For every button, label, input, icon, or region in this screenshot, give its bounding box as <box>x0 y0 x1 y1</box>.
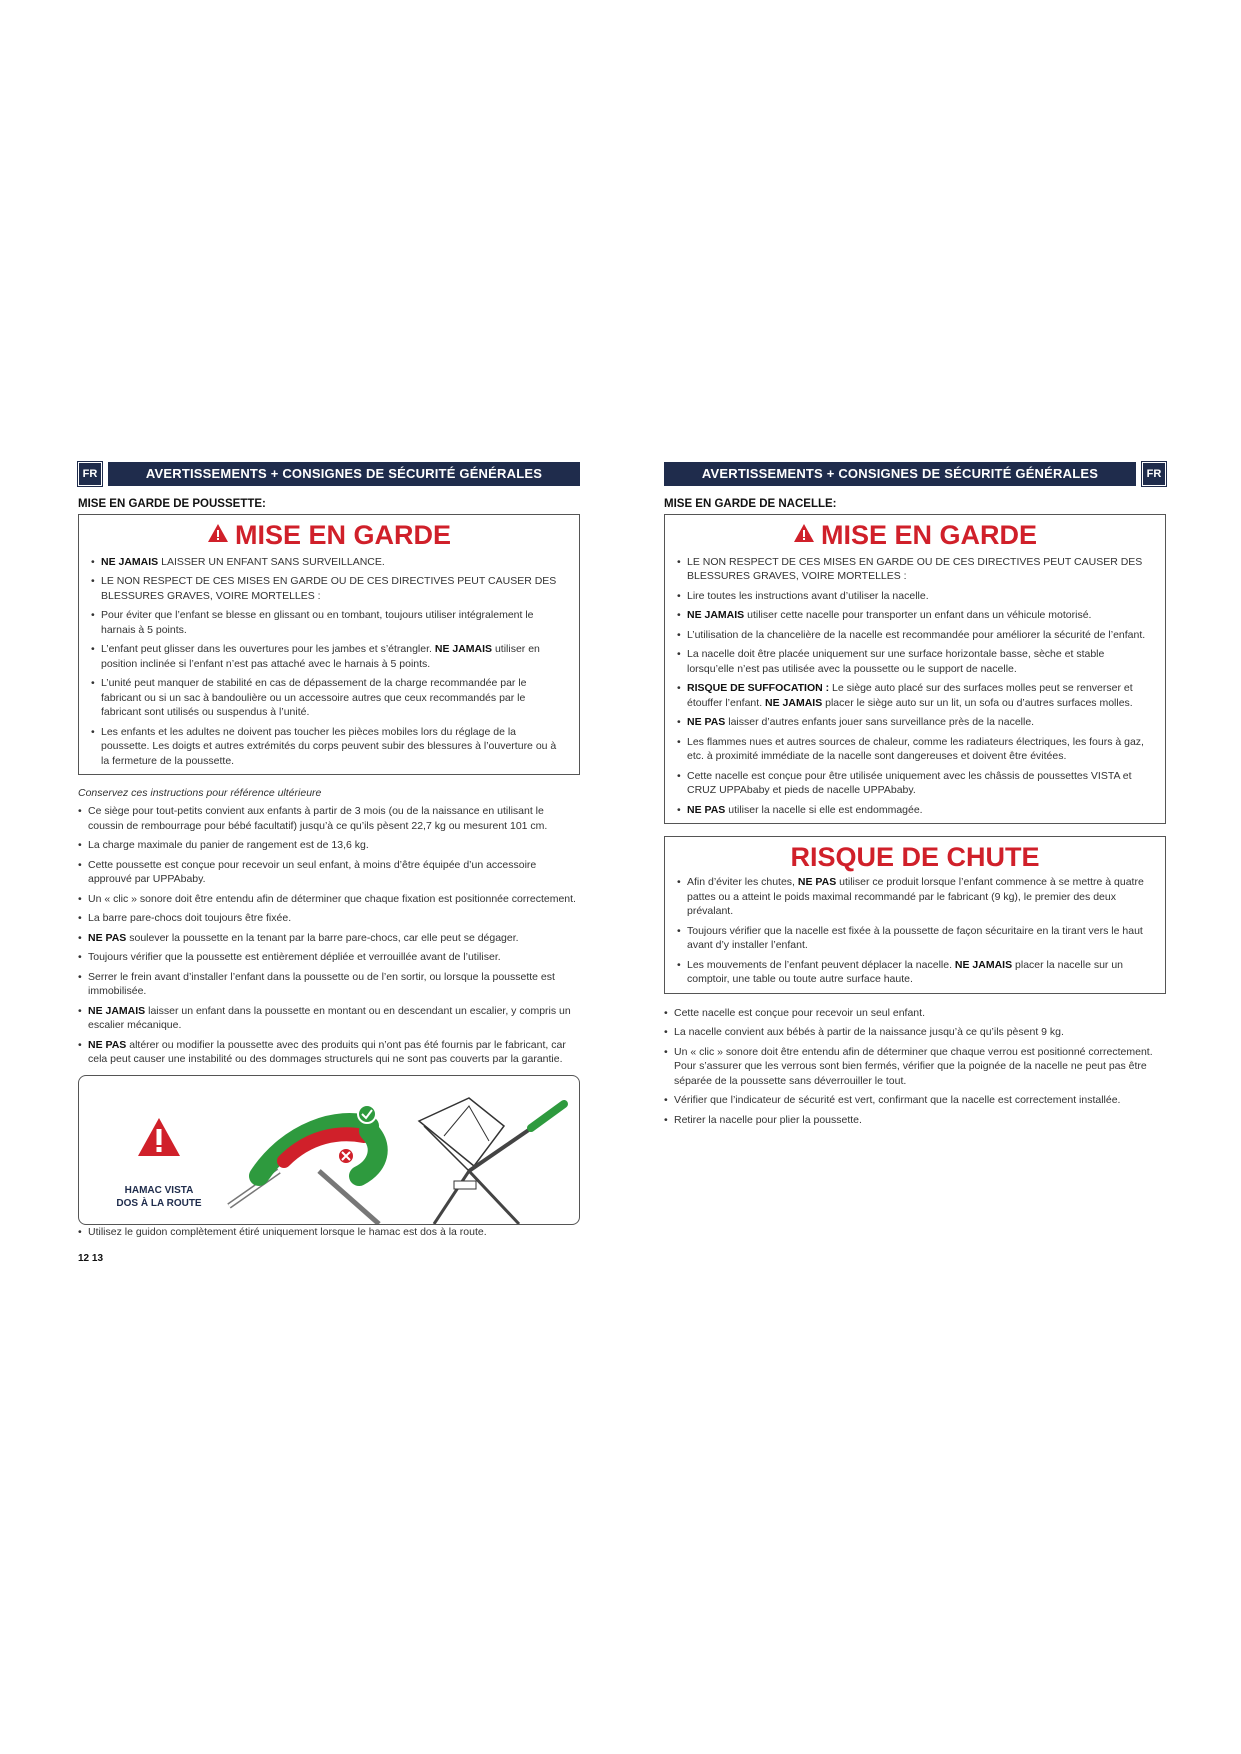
stroller-warning-list <box>91 555 567 769</box>
fall-risk-list <box>677 875 1153 987</box>
stroller-handlebar-drawing <box>219 1076 579 1224</box>
list-item: • L’enfant peut glisser dans les ouvertures pour les jambes et s’étrangler. NE JAMAIS utiliser en position inclinée si l’enfant n’est pas attaché avec le harnais à 5 points. <box>91 642 567 671</box>
list-item: • NE PAS utiliser la nacelle si elle est endommagée. <box>677 803 1153 818</box>
right-header <box>664 462 1166 486</box>
left-header <box>78 462 580 486</box>
list-item: • Ce siège pour tout-petits convient aux enfants à partir de 3 mois (ou de la naissance en utilisant le coussin de rembourrage pour bébé facultatif) jusqu’à ce qu’ils pèsent 22,7 kg ou mesurent 101 cm. <box>78 804 580 833</box>
list-item: • Un « clic » sonore doit être entendu afin de déterminer que chaque fixation est positionnée correctement. <box>78 892 580 907</box>
list-item: • La nacelle convient aux bébés à partir de la naissance jusqu’à ce qu’ils pèsent 9 kg. <box>664 1025 1166 1040</box>
list-item: • Les flammes nues et autres sources de chaleur, comme les radiateurs électriques, les fours à gaz, etc. à proximité immédiate de la nacelle sont dangereuses et doivent être évitées. <box>677 735 1153 764</box>
section-header-bar: AVERTISSEMENTS + CONSIGNES DE SÉCURITÉ GÉNÉRALES <box>664 462 1136 486</box>
bassinet-warning-list <box>677 555 1153 818</box>
list-item: • La charge maximale du panier de rangement est de 13,6 kg. <box>78 838 580 853</box>
illustration-label-line-1: HAMAC VISTA <box>124 1184 194 1196</box>
warning-triangle-icon <box>136 1116 182 1163</box>
list-item: • Retirer la nacelle pour plier la poussette. <box>664 1113 1166 1128</box>
handlebar-note-list <box>78 1225 580 1240</box>
list-item: • Cette nacelle est conçue pour être utilisée uniquement avec les châssis de poussettes VISTA et CRUZ UPPAbaby et pieds de nacelle UPPAbaby. <box>677 769 1153 798</box>
check-mark-icon <box>358 1105 376 1123</box>
list-item: • RISQUE DE SUFFOCATION : Le siège auto placé sur des surfaces molles peut se renverser et étouffer l’enfant. NE JAMAIS placer le siège auto sur un lit, un sofa ou d’autres surfaces molles. <box>677 681 1153 710</box>
list-item: • Toujours vérifier que la nacelle est fixée à la poussette de façon sécuritaire en la tirant vers le haut avant d’y installer l’enfant. <box>677 924 1153 953</box>
bassinet-warning-label: MISE EN GARDE DE NACELLE: <box>664 498 837 510</box>
list-item: • Vérifier que l’indicateur de sécurité est vert, confirmant que la nacelle est correctement installée. <box>664 1093 1166 1108</box>
list-item: • Cette poussette est conçue pour recevoir un seul enfant, à moins d’être équipée d’un accessoire approuvé par UPPAbaby. <box>78 858 580 887</box>
warning-title <box>677 519 1153 553</box>
stroller-warning-box <box>78 514 580 775</box>
list-item: • Les mouvements de l’enfant peuvent déplacer la nacelle. NE JAMAIS placer la nacelle sur un comptoir, une table ou toute autre surface haute. <box>677 958 1153 987</box>
list-item: • NE JAMAIS laisser un enfant dans la poussette en montant ou en descendant un escalier, y compris un escalier mécanique. <box>78 1004 580 1033</box>
list-item: • NE PAS soulever la poussette en la tenant par la barre pare-chocs, car elle peut se dégager. <box>78 931 580 946</box>
illustration-label <box>99 1184 219 1210</box>
warning-triangle-icon <box>207 518 229 550</box>
section-header-bar: AVERTISSEMENTS + CONSIGNES DE SÉCURITÉ GÉNÉRALES <box>108 462 580 486</box>
list-item: • LE NON RESPECT DE CES MISES EN GARDE OU DE CES DIRECTIVES PEUT CAUSER DES BLESSURES GRAVES, VOIRE MORTELLES : <box>677 555 1153 584</box>
page-numbers: 12 13 <box>78 1253 104 1265</box>
fall-risk-box <box>664 836 1166 994</box>
bassinet-instructions-list <box>664 1006 1166 1128</box>
list-item: • La nacelle doit être placée uniquement sur une surface horizontale basse, sèche et stable lorsqu’elle n’est pas utilisée avec la poussette ou le support de nacelle. <box>677 647 1153 676</box>
list-item: • LE NON RESPECT DE CES MISES EN GARDE OU DE CES DIRECTIVES PEUT CAUSER DES BLESSURES GRAVES, VOIRE MORTELLES : <box>91 574 567 603</box>
list-item: • NE JAMAIS LAISSER UN ENFANT SANS SURVEILLANCE. <box>91 555 567 570</box>
list-item: • L’utilisation de la chancelière de la nacelle est recommandée pour améliorer la sécurité de l’enfant. <box>677 628 1153 643</box>
bassinet-warning-box <box>664 514 1166 824</box>
list-item: • Afin d’éviter les chutes, NE PAS utiliser ce produit lorsque l’enfant commence à se mettre à quatre pattes ou a atteint le poids maximal recommandé par le fabricant (9 kg), le premier des deux prévalant. <box>677 875 1153 919</box>
list-item: • Lire toutes les instructions avant d’utiliser la nacelle. <box>677 589 1153 604</box>
language-badge: FR <box>78 462 102 486</box>
handlebar-illustration <box>78 1075 580 1225</box>
list-item: • Toujours vérifier que la poussette est entièrement dépliée et verrouillée avant de l’utiliser. <box>78 950 580 965</box>
right-page <box>664 462 1166 1132</box>
list-item: • La barre pare-chocs doit toujours être fixée. <box>78 911 580 926</box>
list-item: • Un « clic » sonore doit être entendu afin de déterminer que chaque verrou est positionné correctement. Pour s’assurer que les verrous sont bien fermés, vérifier que la poignée de la nacelle ne peut pas être séparée de la poussette sans déverrouiller le tout. <box>664 1045 1166 1089</box>
warning-title <box>91 519 567 553</box>
list-item: • Utilisez le guidon complètement étiré uniquement lorsque le hamac est dos à la route. <box>78 1225 580 1240</box>
stroller-warning-label: MISE EN GARDE DE POUSSETTE: <box>78 498 266 510</box>
list-item: • L’unité peut manquer de stabilité en cas de dépassement de la charge recommandée par le fabricant ou si un sac à bandoulière ou un accessoire autres que ceux recommandés par le fabricant sont utilisés ou suspendus à l’unité. <box>91 676 567 720</box>
illustration-label-line-2: DOS À LA ROUTE <box>116 1197 202 1209</box>
left-page <box>78 462 580 1264</box>
warning-title-text: MISE EN GARDE <box>234 520 452 550</box>
list-item: • Pour éviter que l’enfant se blesse en glissant ou en tombant, toujours utiliser intégralement le harnais à 5 points. <box>91 608 567 637</box>
list-item: • NE PAS altérer ou modifier la poussette avec des produits qui n’ont pas été fournis par le fabricant, car cela peut causer une instabilité ou des dommages structurels qui ne sont pas couverts par la garantie. <box>78 1038 580 1067</box>
fall-risk-title: RISQUE DE CHUTE <box>790 842 1040 873</box>
stroller-instructions-list <box>78 804 580 1067</box>
warning-triangle-icon <box>793 518 815 550</box>
warning-title-text: MISE EN GARDE <box>820 520 1038 550</box>
list-item: • Serrer le frein avant d’installer l’enfant dans la poussette ou de l’en sortir, ou lorsque la poussette est immobilisée. <box>78 970 580 999</box>
list-item: • NE JAMAIS utiliser cette nacelle pour transporter un enfant dans un véhicule motorisé. <box>677 608 1153 623</box>
list-item: • Cette nacelle est conçue pour recevoir un seul enfant. <box>664 1006 1166 1021</box>
language-badge: FR <box>1142 462 1166 486</box>
keep-instructions-note: Conservez ces instructions pour référence ultérieure <box>78 787 322 800</box>
list-item: • NE PAS laisser d’autres enfants jouer sans surveillance près de la nacelle. <box>677 715 1153 730</box>
list-item: • Les enfants et les adultes ne doivent pas toucher les pièces mobiles lors du réglage de la poussette. Les doigts et autres extrémités du corps peuvent subir des blessures à l’ouverture ou à la fermeture de la poussette. <box>91 725 567 769</box>
